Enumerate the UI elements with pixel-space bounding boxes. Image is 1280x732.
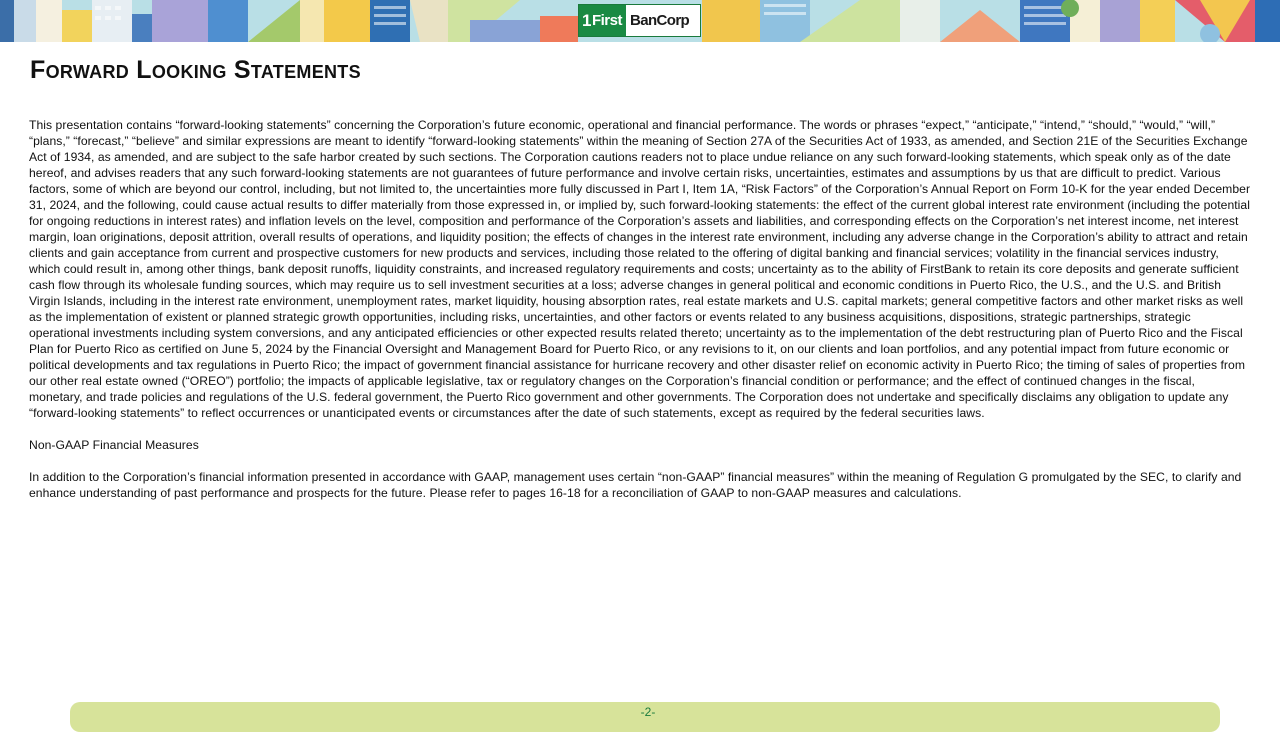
- forward-looking-paragraph: This presentation contains “forward-looking statements” concerning the Corporation’s future economic, operational and financial performance. The words or phrases “expect,” “anticipate,” “intend,” “should,” “would,” “will,” “plans,” “forecast,” “believe” and similar expressions are meant to identify “forward-looking statements” within the meaning of Section 27A of the Securities Act of 1933, as amended, and Section 21E of the Securities Exchange Act of 1934, as amended, and are subject to the safe harbor created by such sections. The Corporation cautions readers not to place undue reliance on any such forward-looking statements, which speak only as of the date hereof, and advises readers that any such forward-looking statements are not guarantees of future performance and involve certain risks, uncertainties, estimates and assumptions by us that are difficult to predict. Various factors, some of which are beyond our control, including, but not limited to, the uncertainties more fully discussed in Part I, Item 1A, “Risk Factors” of the Corporation’s Annual Report on Form 10-K for the year ended December 31, 2024, and the following, could cause actual results to differ materially from those expressed in, or implied by, such forward-looking statements: the effect of the current global interest rate environment (including the potential for ongoing reductions in interest rates) and inflation levels on the level, composition and performance of the Corporation’s assets and liabilities, and corresponding effects on the Corporation’s net interest income, net interest margin, loan originations, deposit attrition, overall results of operations, and liquidity position; the effects of changes in the interest rate environment, including any adverse change in the Corporation’s ability to attract and retain clients and gain acceptance from current and prospective customers for new products and services, including those related to the offering of digital banking and financial services; volatility in the financial services industry, which could result in, among other things, bank deposit runoffs, liquidity constraints, and increased regulatory requirements and costs; uncertainty as to the ability of FirstBank to retain its core deposits and generate sufficient cash flow through its wholesale funding sources, which may require us to sell investment securities at a loss; adverse changes in general political and economic conditions in Puerto Rico, the U.S., and the U.S. and British Virgin Islands, including in the interest rate environment, unemployment rates, market liquidity, housing absorption rates, real estate markets and U.S. capital markets; general competitive factors and other market risks as well as the implementation of existent or planned strategic growth opportunities, including risks, uncertainties, and other factors or events related to any business acquisitions, dispositions, strategic partnerships, strategic operational investments including system conversions, and any anticipated efficiencies or other expected results related thereto; uncertainty as to the implementation of the debt restructuring plan of Puerto Rico and the Fiscal Plan for Puerto Rico as certified on June 5, 2024 by the Financial Oversight and Management Board for Puerto Rico, or any revisions to it, on our clients and loan portfolios, and any potential impact from future economic or political developments and tax regulations in Puerto Rico; the impact of government financial assistance for hurricane recovery and other disaster relief on economic activity in Puerto Rico; the timing of sales of properties from our other real estate owned (“OREO”) portfolio; the impacts of applicable legislative, tax or regulatory changes on the Corporation’s financial condition or performance; and the effect of continued changes in the fiscal, monetary, and trade policies and regulations of the U.S. federal government, the Puerto Rico government and other governments. The Corporation does not undertake and specifically disclaims any obligation to update any “forward-looking statements” to reflect occurrences or unanticipated events or circumstances after the date of such statements, except as required by the federal securities laws.: [29, 118, 1251, 420]
- body-text: [29, 117, 1251, 501]
- firstbancorp-logo: [578, 4, 701, 37]
- logo-bancorp: BanCorp: [629, 12, 690, 29]
- page-number: -2-: [640, 705, 656, 719]
- logo-mark: [579, 5, 626, 36]
- logo-first: First: [591, 12, 622, 29]
- logo-number: 1: [582, 10, 591, 30]
- header-banner: [0, 0, 1280, 42]
- non-gaap-paragraph: In addition to the Corporation’s financial information presented in accordance with GAAP, management uses certain “non-GAAP” financial measures” within the meaning of Regulation G promulgated by the SEC, to clarify and enhance understanding of past performance and prospects for the future. Please refer to pages 16-18 for a reconciliation of GAAP to non-GAAP measures and calculations.: [29, 470, 1242, 500]
- non-gaap-heading: Non-GAAP Financial Measures: [29, 438, 199, 452]
- page-title: Forward Looking Statements: [30, 56, 361, 84]
